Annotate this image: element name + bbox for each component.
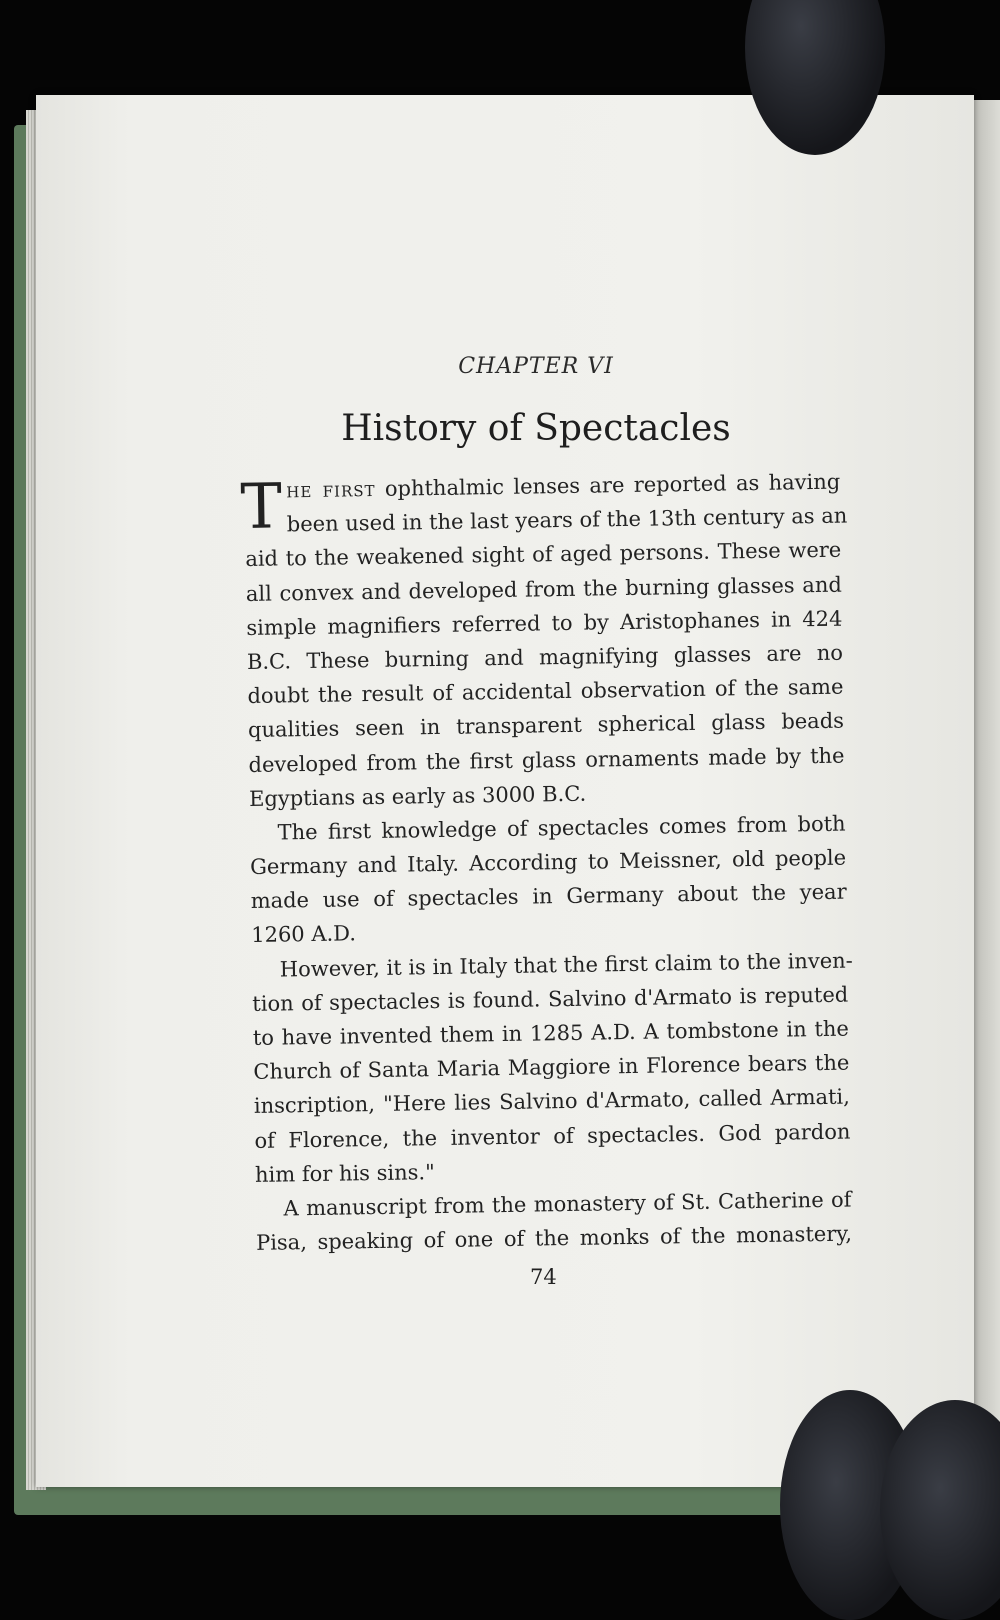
- line-text: all convex and developed from the burning glasses and: [245, 572, 842, 606]
- line-text: tion of spectacles is found. Salvino d'Armato is reputed: [252, 982, 849, 1016]
- drop-cap: T: [239, 469, 283, 544]
- chapter-label: CHAPTER VI: [458, 354, 614, 379]
- line-text: him for his sins.": [254, 1159, 435, 1187]
- line-text: Germany and Italy. According to Meissner, old people: [249, 845, 847, 880]
- line-text: A manuscript from the monastery of St. Catherine of: [283, 1187, 852, 1221]
- line-text: been used in the last years of the 13th century as an: [286, 503, 848, 537]
- chapter-title: History of Spectacles: [341, 408, 731, 449]
- line-text: made use of spectacles in Germany about the year: [250, 879, 847, 914]
- line-text: Church of Santa Maria Maggiore in Florence bears the: [253, 1050, 850, 1085]
- body-text: [239, 465, 853, 1261]
- line-text: developed from the first glass ornaments made by the: [248, 743, 845, 777]
- line-text: inscription, "Here lies Salvino d'Armato, called Armati,: [253, 1084, 851, 1119]
- line-text: Egyptians as early as 3000 B.C.: [248, 781, 587, 811]
- line-text: ophthalmic lenses are reported as having: [375, 469, 841, 501]
- line-text: Pisa, speaking of one of the monks of the monastery,: [255, 1221, 853, 1256]
- line-text: of Florence, the inventor of spectacles. God pardon: [254, 1119, 851, 1153]
- line-text: simple magnifiers referred to by Aristophanes in 424: [246, 606, 843, 640]
- line-text: doubt the result of accidental observation of the same: [247, 674, 844, 709]
- line-text: B.C. These burning and magnifying glasses are no: [246, 640, 844, 674]
- line-text: However, it is in Italy that the first claim to the inven-: [279, 948, 853, 982]
- small-caps-lead: he first: [286, 476, 376, 503]
- page-number: 74: [530, 1265, 557, 1289]
- line-text: to have invented them in 1285 A.D. A tombstone in the: [252, 1016, 849, 1050]
- line-text: qualities seen in transparent spherical glass beads: [247, 708, 845, 743]
- line-text: 1260 A.D.: [251, 921, 357, 948]
- line-text: The first knowledge of spectacles comes from both: [277, 811, 846, 845]
- line-text: aid to the weakened sight of aged persons. These were: [245, 538, 842, 572]
